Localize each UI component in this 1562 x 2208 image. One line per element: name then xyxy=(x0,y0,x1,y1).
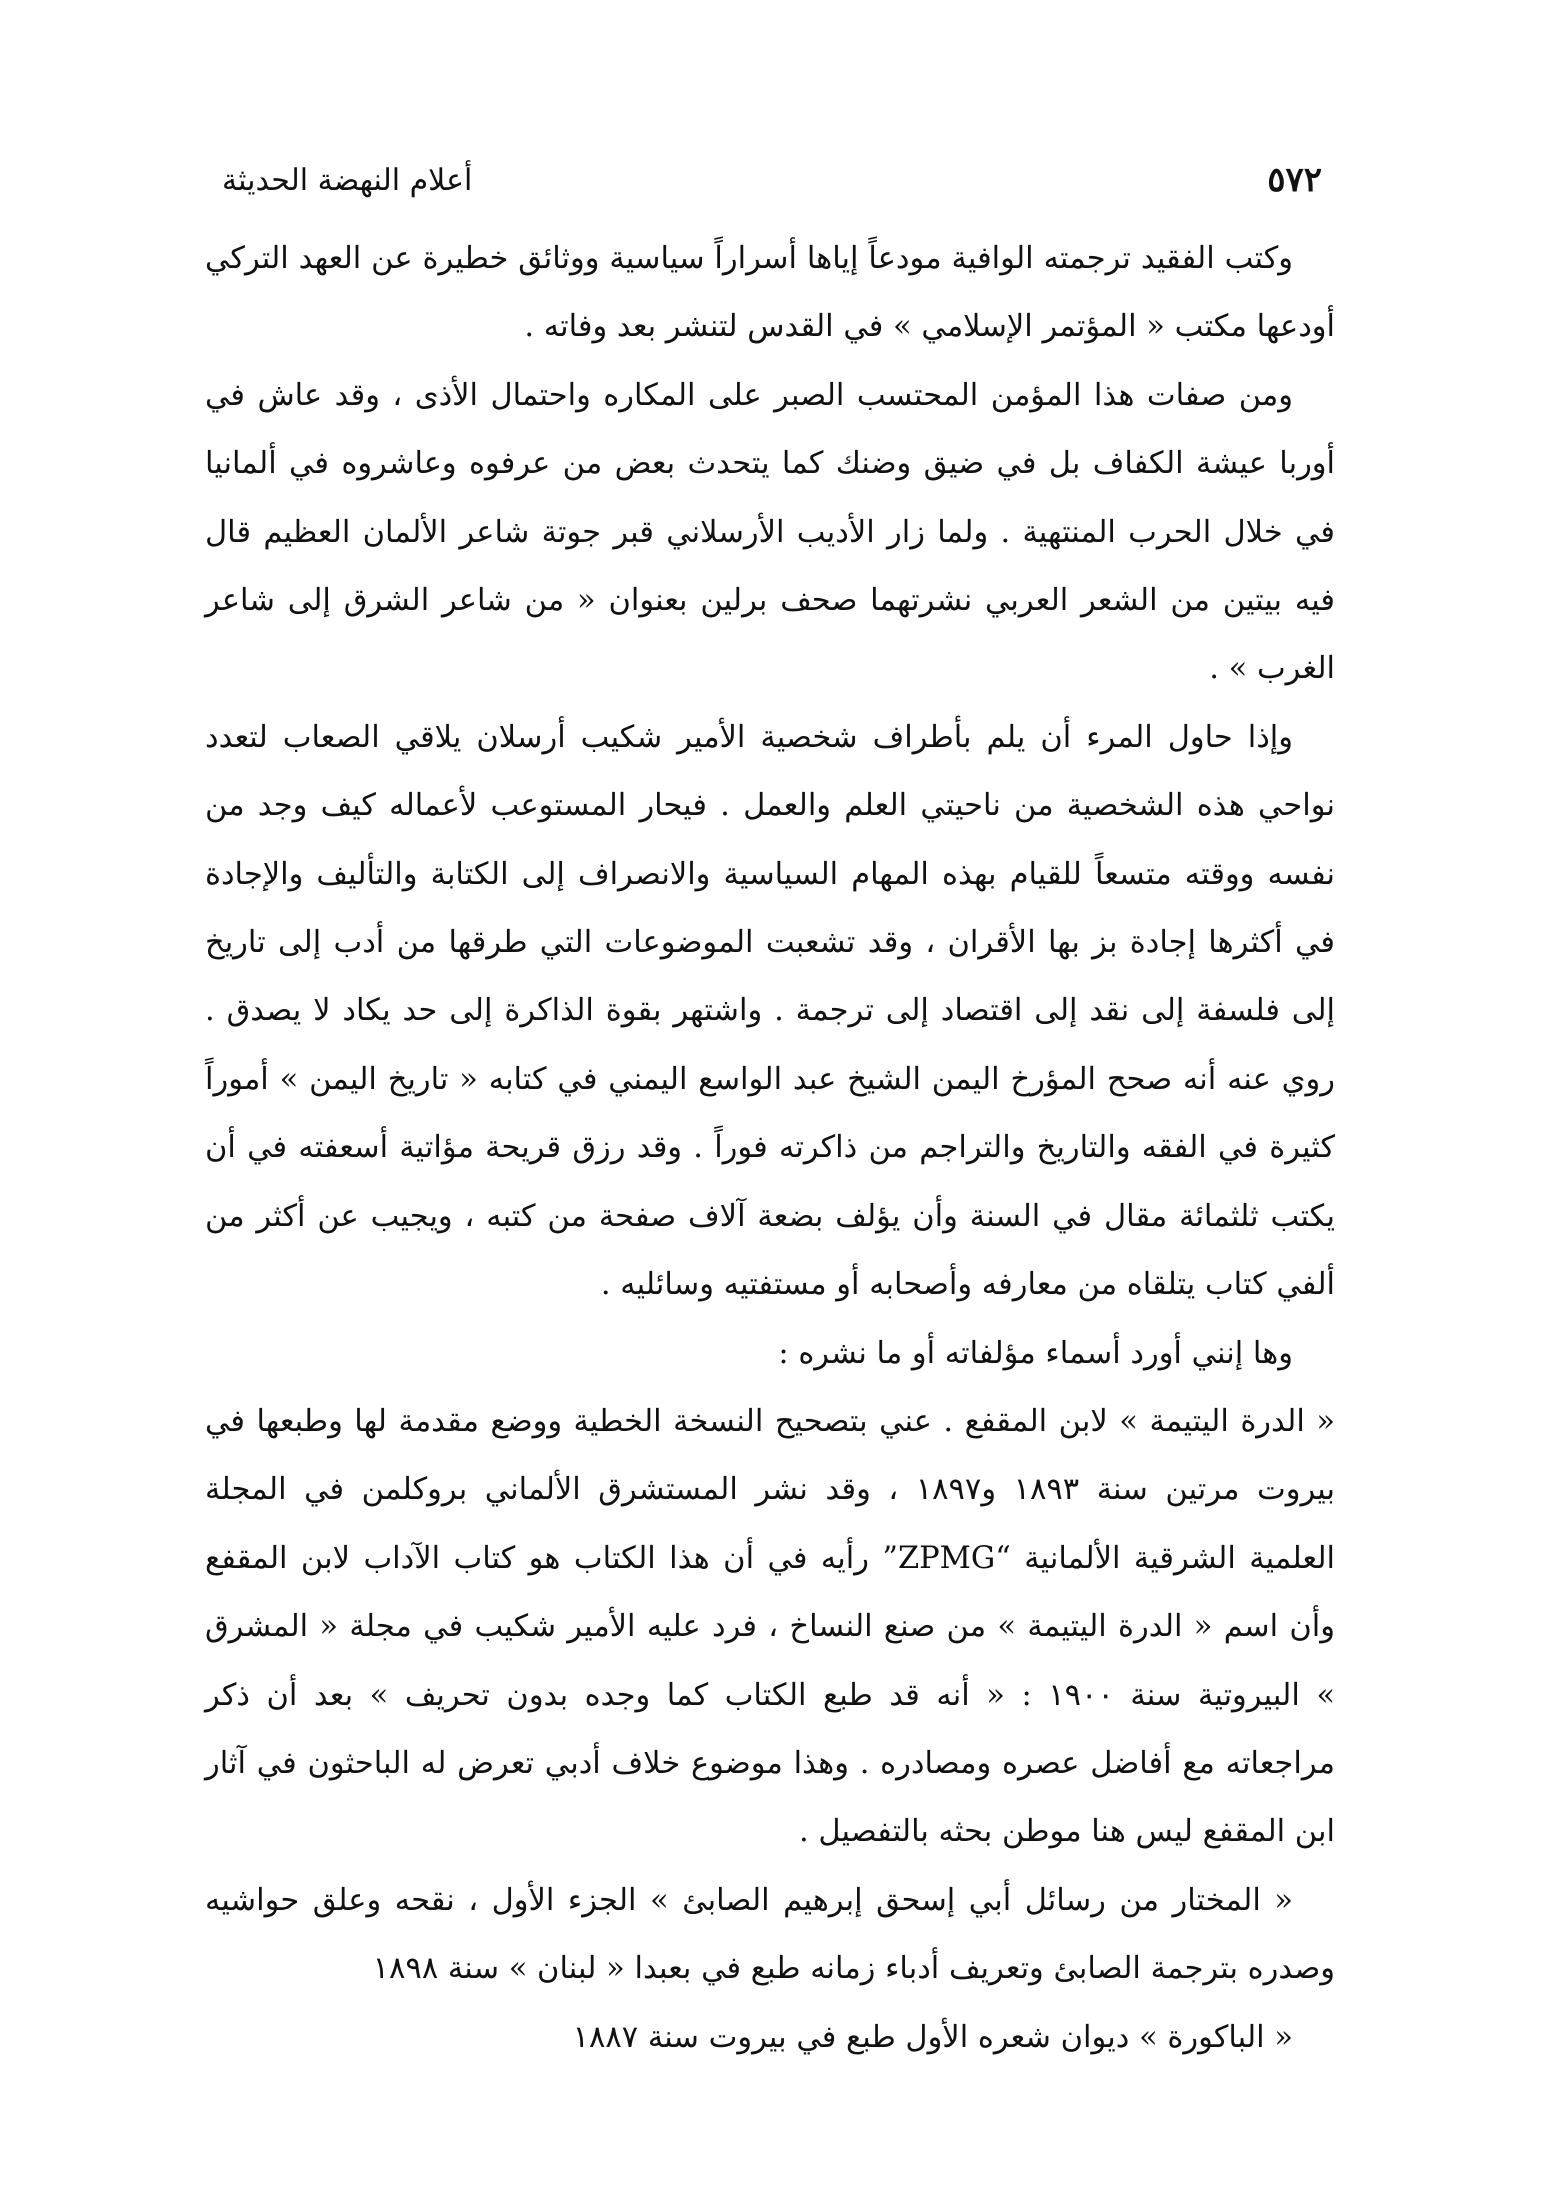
body-text xyxy=(205,225,1335,2072)
paragraph-personality: وإذا حاول المرء أن يلم بأطراف شخصية الأمير شكيب أرسلان يلاقي الصعاب لتعدد نواحي هذه الشخصية من ناحيتي العلم والعمل . فيحار المستوعب لأعماله كيف وجد من نفسه ووقته متسعاً للقيام بهذه المهام السياسية والانصراف إلى الكتابة والتأليف والإجادة في أكثرها إجادة بز بها الأقران ، وقد تشعبت الموضوعات التي طرقها من أدب إلى تاريخ إلى فلسفة إلى نقد إلى اقتصاد إلى ترجمة . واشتهر بقوة الذاكرة إلى حد يكاد لا يصدق . روي عنه أنه صحح المؤرخ اليمن الشيخ عبد الواسع اليمني في كتابه « تاريخ اليمن » أموراً كثيرة في الفقه والتاريخ والتراجم من ذاكرته فوراً . وقد رزق قريحة مؤاتية أسعفته في أن يكتب ثلثمائة مقال في السنة وأن يؤلف بضعة آلاف صفحة من كتبه ، ويجيب عن أكثر من ألفي كتاب يتلقاه من معارفه وأصحابه أو مستفتيه وسائليه . xyxy=(205,719,1335,1303)
paragraph-bakura: « الباكورة » ديوان شعره الأول طبع في بيروت سنة ١٨٨٧ xyxy=(572,2019,1293,2055)
paragraph-memoir: وكتب الفقيد ترجمته الوافية مودعاً إياها أسراراً سياسية ووثائق خطيرة عن العهد التركي أودعها مكتب « المؤتمر الإسلامي » في القدس لتنشر بعد وفاته . xyxy=(205,241,1335,345)
paragraph-works-intro: وها إنني أورد أسماء مؤلفاته أو ما نشره : xyxy=(778,1335,1293,1371)
running-title: أعلام النهضة الحديثة xyxy=(222,162,473,198)
page-header xyxy=(222,150,1322,210)
paragraph-durra-yatima: « الدرة اليتيمة » لابن المقفع . عني بتصحيح النسخة الخطية ووضع مقدمة لها وطبعها في بيروت مرتين سنة ١٨٩٣ و١٨٩٧ ، وقد نشر المستشرق الألماني بروكلمن في المجلة العلمية الشرقية الألمانية “ZPMG” رأيه في أن هذا الكتاب هو كتاب الآداب لابن المقفع وأن اسم « الدرة اليتيمة » من صنع النساخ ، فرد عليه الأمير شكيب في مجلة « المشرق » البيروتية سنة ١٩٠٠ : « أنه قد طبع الكتاب كما وجده بدون تحريف » بعد أن ذكر مراجعاته مع أفاضل عصره ومصادره . وهذا موضوع خلاف أدبي تعرض له الباحثون في آثار ابن المقفع ليس هنا موطن بحثه بالتفصيل . xyxy=(205,1403,1335,1850)
paragraph-patience: ومن صفات هذا المؤمن المحتسب الصبر على المكاره واحتمال الأذى ، وقد عاش في أوربا عيشة الكفاف بل في ضيق وضنك كما يتحدث بعض من عرفوه وعاشروه في ألمانيا في خلال الحرب المنتهية . ولما زار الأديب الأرسلاني قبر جوتة شاعر الألمان العظيم قال فيه بيتين من الشعر العربي نشرتهما صحف برلين بعنوان « من شاعر الشرق إلى شاعر الغرب » . xyxy=(205,377,1335,687)
page-number: ٥٧٢ xyxy=(1267,160,1322,200)
paragraph-mukhtar: « المختار من رسائل أبي إسحق إبرهيم الصابئ » الجزء الأول ، نقحه وعلق حواشيه وصدره بترجمة الصابئ وتعريف أدباء زمانه طبع في بعبدا « لبنان » سنة ١٨٩٨ xyxy=(205,1882,1335,1987)
